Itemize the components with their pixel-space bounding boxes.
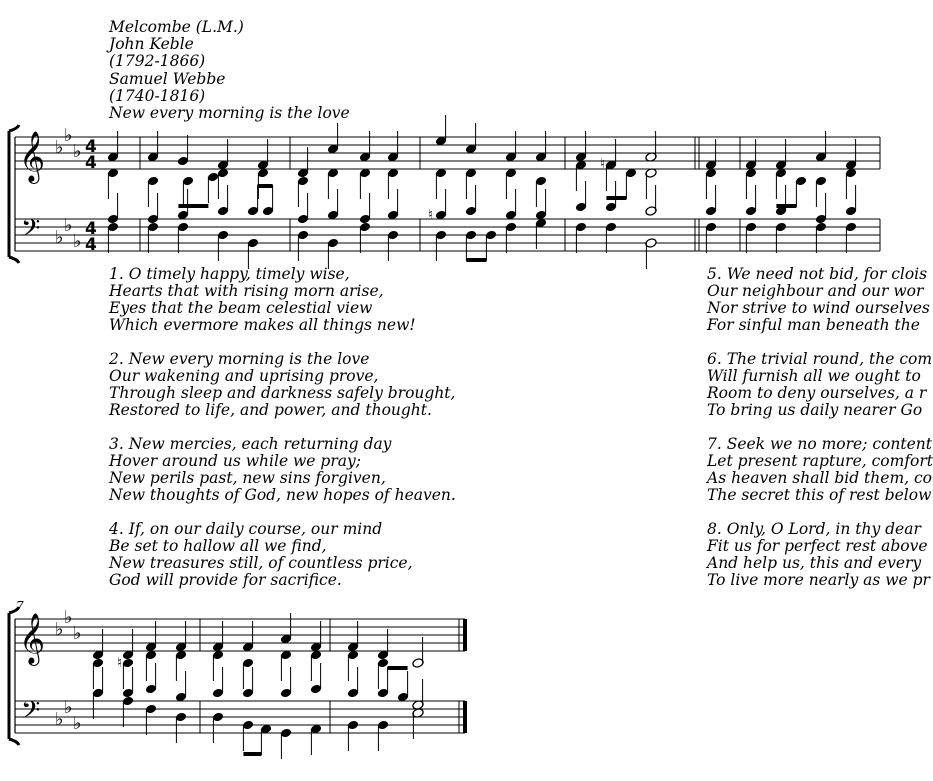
- time-signature: 4: [85, 153, 97, 173]
- verse-line: New treasures still, of countless price,: [109, 554, 413, 572]
- treble-clef: 𝄞: [19, 613, 46, 664]
- beam: [178, 204, 208, 208]
- natural-sign: ♮: [428, 207, 434, 223]
- flat-sign: ♭: [55, 619, 64, 640]
- verse-line: Fit us for perfect rest above: [707, 537, 928, 555]
- flat-sign: ♭: [64, 607, 73, 628]
- verse-line: Which evermore makes all things new!: [109, 316, 416, 334]
- verse: [109, 266, 456, 334]
- natural-sign: ♮: [600, 156, 606, 172]
- verse-line: New perils past, new sins forgiven,: [109, 469, 386, 487]
- verse: [109, 351, 456, 419]
- verse-line: As heaven shall bid them, co: [707, 469, 933, 487]
- tune-name: Melcombe (L.M.): [109, 18, 244, 36]
- music-system-1: [0, 118, 900, 268]
- bass-clef: 𝄢: [21, 214, 41, 249]
- verse-line: And help us, this and every: [707, 554, 922, 572]
- verse: [707, 520, 930, 589]
- verse-line: 5. We need not bid, for clois: [707, 265, 928, 283]
- verse-line: Eyes that the beam celestial view: [109, 299, 373, 317]
- system-bracket: [9, 607, 19, 745]
- time-signature: 4: [85, 137, 97, 157]
- verse-line: To live more nearly as we pr: [707, 571, 930, 589]
- flat-sign: ♭: [73, 231, 82, 252]
- flat-sign: ♭: [64, 215, 73, 236]
- verses-left-column: [109, 266, 456, 606]
- flat-sign: ♭: [55, 227, 64, 248]
- verse-line: Our wakening and uprising prove,: [109, 367, 379, 385]
- verse-line: 1. O timely happy, timely wise,: [109, 265, 350, 283]
- verse-line: 8. Only, O Lord, in thy dear: [707, 520, 921, 538]
- composer-dates: (1740-1816): [109, 86, 206, 105]
- flat-sign: ♭: [73, 623, 82, 644]
- verse-line: To bring us daily nearer Go: [707, 401, 923, 419]
- beam: [466, 258, 486, 262]
- verse-line: 4. If, on our daily course, our mind: [109, 520, 383, 538]
- system-bracket: [9, 125, 19, 263]
- verse-line: 6. The trivial round, the com: [707, 350, 933, 368]
- composer-name: Samuel Webbe: [109, 69, 226, 88]
- natural-sign: ♮: [117, 655, 123, 671]
- verse-line: Nor strive to wind ourselves: [707, 299, 930, 317]
- verse-line: The secret this of rest below: [707, 486, 932, 504]
- verse-line: Our neighbour and our wor: [707, 282, 924, 300]
- verse: [109, 521, 456, 589]
- verse-line: Hearts that with rising morn arise,: [109, 282, 384, 300]
- verses-right-column: [707, 265, 933, 606]
- verse-line: 2. New every morning is the love: [109, 350, 370, 368]
- time-signature: 4: [85, 219, 97, 239]
- verse: [109, 436, 456, 504]
- flat-sign: ♭: [73, 713, 82, 734]
- verse: [707, 350, 933, 419]
- verse-line: God will provide for sacrifice.: [109, 571, 342, 589]
- bass-clef: 𝄢: [21, 696, 41, 731]
- verse: [707, 435, 933, 504]
- beam: [606, 196, 626, 200]
- verse-line: New thoughts of God, new hopes of heaven.: [109, 486, 456, 504]
- beam: [388, 666, 408, 670]
- verse-line: Let present rapture, comfort: [707, 452, 933, 470]
- verse: [707, 265, 930, 334]
- verse-line: Be set to hallow all we find,: [109, 537, 327, 555]
- beam: [258, 184, 273, 188]
- flat-sign: ♭: [73, 141, 82, 162]
- beam: [776, 204, 796, 208]
- flat-sign: ♭: [55, 709, 64, 730]
- flat-sign: ♭: [64, 125, 73, 146]
- verse-line: Room to deny ourselves, a r: [707, 384, 927, 402]
- verse-line: For sinful man beneath the: [707, 316, 920, 334]
- flat-sign: ♭: [55, 137, 64, 158]
- hymn-first-line: New every morning is the love: [109, 104, 350, 123]
- hymn-header: [109, 19, 350, 122]
- verse-line: Restored to life, and power, and thought.: [109, 401, 432, 419]
- verse-line: 7. Seek we no more; content: [707, 435, 932, 453]
- treble-clef: 𝄞: [19, 131, 46, 182]
- verse-line: Hover around us while we pray;: [109, 452, 361, 470]
- measure-number: 7: [16, 599, 24, 613]
- time-signature: 4: [85, 235, 97, 255]
- author-name: John Keble: [109, 35, 194, 54]
- beam: [243, 752, 261, 756]
- author-dates: (1792-1866): [109, 52, 206, 71]
- verse-line: Through sleep and darkness safely brought,: [109, 384, 456, 402]
- flat-sign: ♭: [64, 697, 73, 718]
- music-system-2: [0, 600, 900, 750]
- verse-line: 3. New mercies, each returning day: [109, 435, 392, 453]
- verse-line: Will furnish all we ought to: [707, 367, 921, 385]
